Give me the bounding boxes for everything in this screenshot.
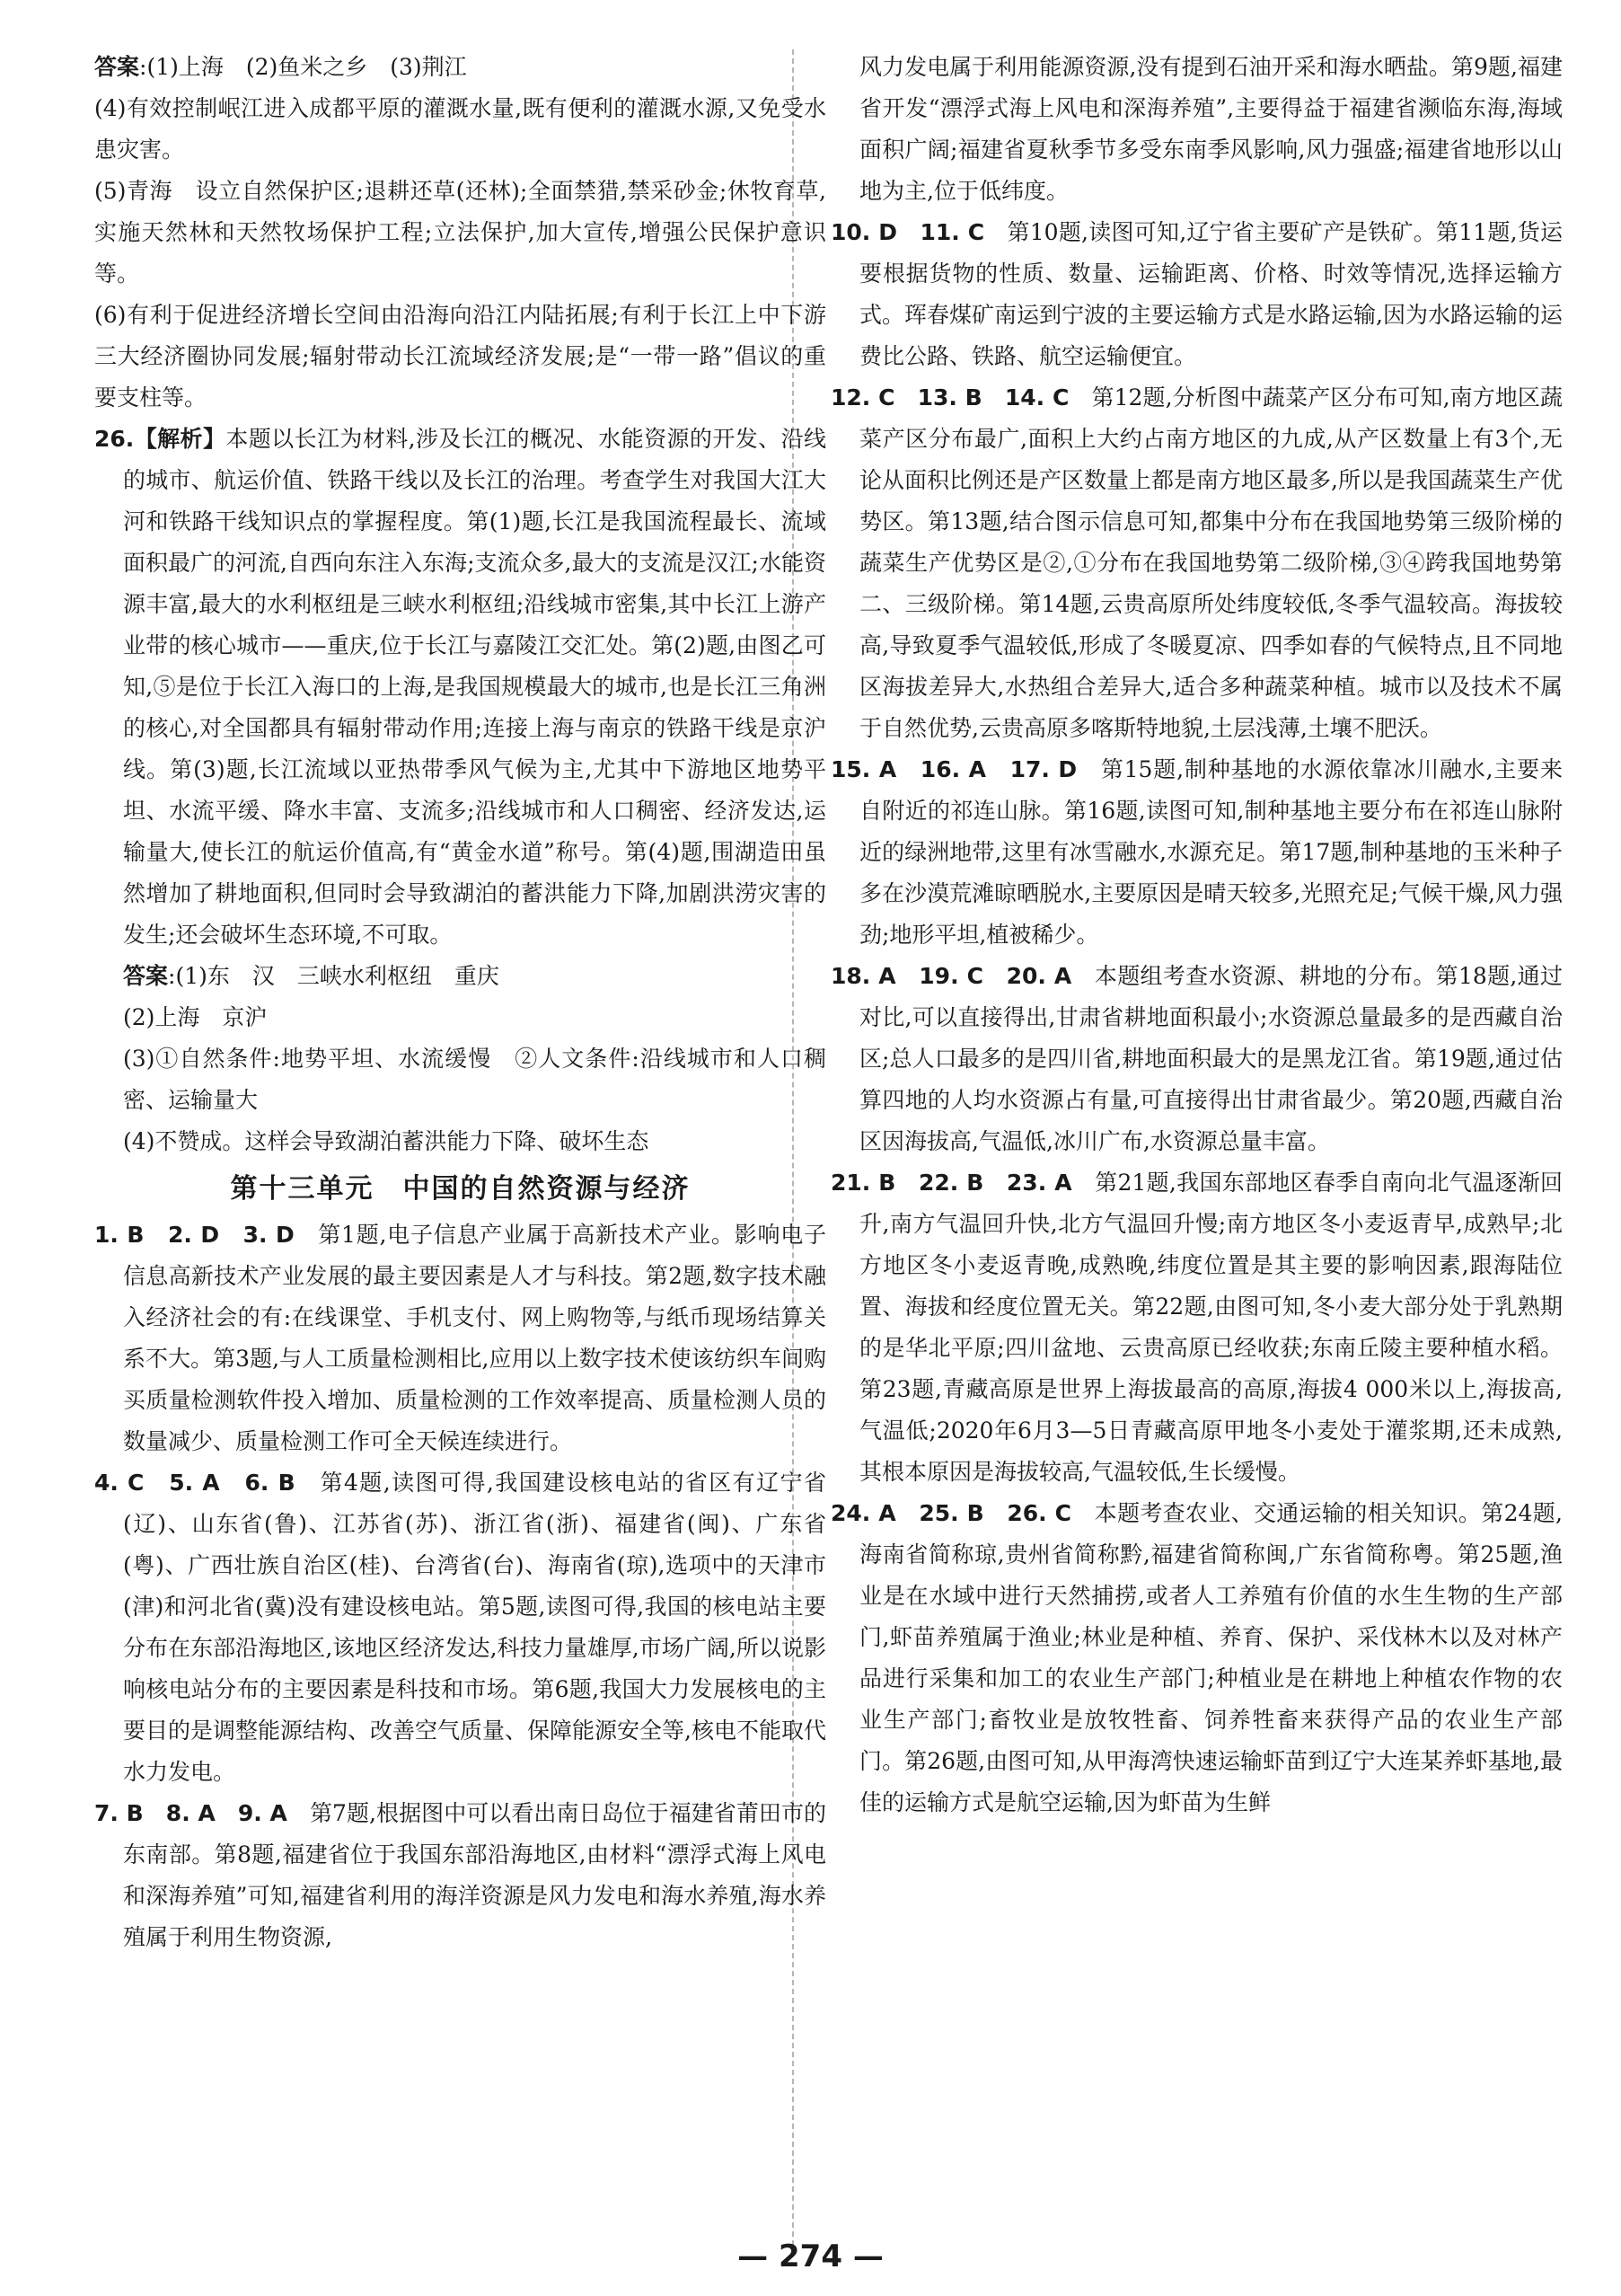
answer-text: :(1)上海 (2)鱼米之乡 (3)荆江 [139, 54, 467, 80]
question-21-23 [831, 1162, 1563, 1493]
question-text: 本题考查农业、交通运输的相关知识。第24题,海南省简称琼,贵州省简称黔,福建省简称闽,广东省简称粤。第25题,渔业是在水域中进行天然捕捞,或者人工养殖有价值的水生生物的生产部门,虾苗养殖属于渔业;林业是种植、养育、保护、采伐林木以及对林产品进行采集和加工的农业生产部门;种植业是在耕地上种植农作物的农业生产部门;畜牧业是放牧牲畜、饲养牲畜来获得产品的农业生产部门。第26题,由图可知,从甲海湾快速运输虾苗到辽宁大连某养虾基地,最佳的运输方式是航空运输,因为虾苗为生鲜 [859, 1500, 1563, 1815]
question-number: 26. [94, 426, 135, 452]
answer-label: 答案 [123, 963, 169, 989]
page-number: — 274 — [737, 2239, 884, 2274]
question-text: 本题组考查水资源、耕地的分布。第18题,通过对比,可以直接得出,甘肃省耕地面积最小;水资源总量最多的是西藏自治区;总人口最多的是四川省,耕地面积最大的是黑龙江省。第19题,通过估算四地的人均水资源占有量,可直接得出甘肃省最少。第20题,西藏自治区因海拔高,气温低,冰川广布,水资源总量丰富。 [859, 963, 1563, 1154]
question-text: 第10题,读图可知,辽宁省主要矿产是铁矿。第11题,货运要根据货物的性质、数量、运输距离、价格、时效等情况,选择运输方式。珲春煤矿南运到宁波的主要运输方式是水路运输,因为水路运输的运费比公路、铁路、航空运输便宜。 [859, 219, 1563, 369]
question-12-14 [831, 377, 1563, 749]
analysis-tag: 【解析】 [134, 426, 226, 452]
answer-line: (3)①自然条件:地势平坦、水流缓慢 ②人文条件:沿线城市和人口稠密、运输量大 [123, 1046, 826, 1113]
question-numbers: 21. B 22. B 23. A [831, 1170, 1072, 1196]
answer-block-25 [94, 47, 826, 88]
question-4-6 [94, 1462, 826, 1793]
question-text: 第21题,我国东部地区春季自南向北气温逐渐回升,南方气温回升快,北方气温回升慢;南方地区冬小麦返青早,成熟早;北方地区冬小麦返青晚,成熟晚,纬度位置是其主要的影响因素,跟海陆位置、海拔和经度位置无关。第22题,由图可知,冬小麦大部分处于乳熟期的是华北平原;四川盆地、云贵高原已经收获;东南丘陵主要种植水稻。第23题,青藏高原是世界上海拔最高的高原,海拔4 000米以上,海拔高,气温低;2020年6月3—5日青藏高原甲地冬小麦处于灌浆期,还未成熟,其根本原因是海拔较高,气温较低,生长缓慢。 [859, 1170, 1563, 1485]
answer-line: (2)上海 京沪 [123, 1004, 268, 1030]
answer-line: (4)有效控制岷江进入成都平原的灌溉水量,既有便利的灌溉水源,又免受水患灾害。 [94, 95, 826, 163]
answer-line: (5)青海 设立自然保护区;退耕还草(还林);全面禁猎,禁采砂金;休牧育草,实施天然林和天然牧场保护工程;立法保护,加大宣传,增强公民保护意识等。 [94, 178, 826, 287]
question-7-9 [94, 1793, 826, 1958]
question-18-20 [831, 956, 1563, 1162]
answer-block-26 [94, 956, 826, 997]
question-10-11 [831, 212, 1563, 377]
question-numbers: 12. C 13. B 14. C [831, 384, 1070, 411]
question-text: 第1题,电子信息产业属于高新技术产业。影响电子信息高新技术产业发展的最主要因素是人才与科技。第2题,数字技术融入经济社会的有:在线课堂、手机支付、网上购物等,与纸币现场结算关系不大。第3题,与人工质量检测相比,应用以上数字技术使该纺织车间购买质量检测软件投入增加、质量检测的工作效率提高、质量检测人员的数量减少、质量检测工作可全天候连续进行。 [123, 1222, 826, 1454]
unit-title: 第十三单元 中国的自然资源与经济 [230, 1173, 691, 1205]
question-numbers: 15. A 16. A 17. D [831, 756, 1078, 782]
question-text: 第15题,制种基地的水源依靠冰川融水,主要来自附近的祁连山脉。第16题,读图可知,制种基地主要分布在祁连山脉附近的绿洲地带,这里有冰雪融水,水源充足。第17题,制种基地的玉米种子多在沙漠荒滩晾晒脱水,主要原因是晴天较多,光照充足;气候干燥,风力强劲;地形平坦,植被稀少。 [859, 756, 1563, 948]
question-text: 第4题,读图可得,我国建设核电站的省区有辽宁省(辽)、山东省(鲁)、江苏省(苏)、浙江省(浙)、福建省(闽)、广东省(粤)、广西壮族自治区(桂)、台湾省(台)、海南省(琼),选项中的天津市(津)和河北省(冀)没有建设核电站。第5题,读图可得,我国的核电站主要分布在东部沿海地区,该地区经济发达,科技力量雄厚,市场广阔,所以说影响核电站分布的主要因素是科技和市场。第6题,我国大力发展核电的主要目的是调整能源结构、改善空气质量、保障能源安全等,核电不能取代水力发电。 [123, 1470, 826, 1785]
question-1-3 [94, 1214, 826, 1462]
right-column [831, 47, 1563, 1824]
question-numbers: 24. A 25. B 26. C [831, 1500, 1072, 1526]
answer-text: :(1)东 汉 三峡水利枢纽 重庆 [168, 963, 499, 989]
question-numbers: 7. B 8. A 9. A [94, 1800, 287, 1826]
left-column [94, 47, 826, 1958]
continued-text: 风力发电属于利用能源资源,没有提到石油开采和海水晒盐。第9题,福建省开发“漂浮式海上风电和深海养殖”,主要得益于福建省濒临东海,海域面积广阔;福建省夏秋季节多受东南季风影响,风力强盛;福建省地形以山地为主,位于低纬度。 [859, 54, 1563, 204]
answer-line: (4)不赞成。这样会导致湖泊蓄洪能力下降、破坏生态 [123, 1128, 649, 1154]
question-numbers: 10. D 11. C [831, 219, 985, 245]
question-numbers: 4. C 5. A 6. B [94, 1470, 295, 1496]
question-15-17 [831, 749, 1563, 956]
question-26-analysis [94, 419, 826, 956]
question-text: 第12题,分析图中蔬菜产区分布可知,南方地区蔬菜产区分布最广,面积上大约占南方地区的九成,从产区数量上有3个,无论从面积比例还是产区数量上都是南方地区最多,所以是我国蔬菜生产优势区。第13题,结合图示信息可知,都集中分布在我国地势第三级阶梯的蔬菜生产优势区是②,①分布在我国地势第二级阶梯,③④跨我国地势第二、三级阶梯。第14题,云贵高原所处纬度较低,冬季气温较高。海拔较高,导致夏季气温较低,形成了冬暖夏凉、四季如春的气候特点,且不同地区海拔差异大,水热组合差异大,适合多种蔬菜种植。城市以及技术不属于自然优势,云贵高原多喀斯特地貌,土层浅薄,土壤不肥沃。 [859, 384, 1563, 741]
question-numbers: 18. A 19. C 20. A [831, 963, 1072, 989]
answer-label: 答案 [94, 54, 140, 80]
question-numbers: 1. B 2. D 3. D [94, 1222, 295, 1248]
question-text: 第7题,根据图中可以看出南日岛位于福建省莆田市的东南部。第8题,福建省位于我国东部沿海地区,由材料“漂浮式海上风电和深海养殖”可知,福建省利用的海洋资源是风力发电和海水养殖,海水养殖属于利用生物资源, [123, 1800, 826, 1950]
analysis-text: 本题以长江为材料,涉及长江的概况、水能资源的开发、沿线的城市、航运价值、铁路干线以及长江的治理。考查学生对我国大江大河和铁路干线知识点的掌握程度。第(1)题,长江是我国流程最长、流域面积最广的河流,自西向东注入东海;支流众多,最大的支流是汉江;水能资源丰富,最大的水利枢纽是三峡水利枢纽;沿线城市密集,其中长江上游产业带的核心城市——重庆,位于长江与嘉陵江交汇处。第(2)题,由图乙可知,⑤是位于长江入海口的上海,是我国规模最大的城市,也是长江三角洲的核心,对全国都具有辐射带动作用;连接上海与南京的铁路干线是京沪线。第(3)题,长江流域以亚热带季风气候为主,尤其中下游地区地势平坦、水流平缓、降水丰富、支流多;沿线城市和人口稠密、经济发达,运输量大,使长江的航运价值高,有“黄金水道”称号。第(4)题,围湖造田虽然增加了耕地面积,但同时会导致湖泊的蓄洪能力下降,加剧洪涝灾害的发生;还会破坏生态环境,不可取。 [123, 426, 826, 948]
question-24-26 [831, 1493, 1563, 1824]
answer-line: (6)有利于促进经济增长空间由沿海向沿江内陆拓展;有利于长江上中下游三大经济圈协同发展;辐射带动长江流域经济发展;是“一带一路”倡议的重要支柱等。 [94, 302, 826, 411]
